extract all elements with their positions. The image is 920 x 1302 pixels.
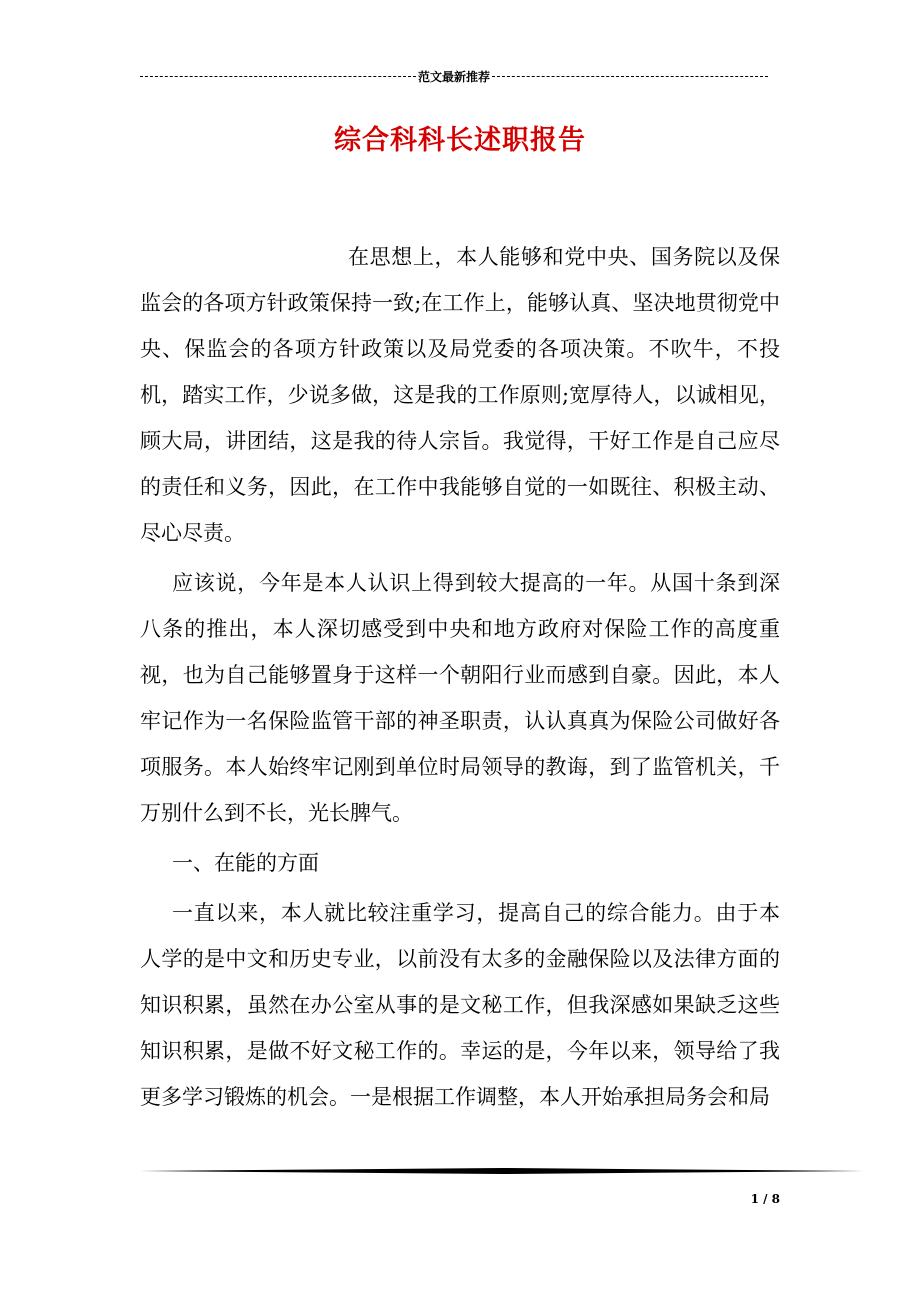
paragraph: 在思想上，本人能够和党中央、国务院以及保监会的各项方针政策保持一致;在工作上，能够认真、坚决地贯彻党中央、保监会的各项方针政策以及局党委的各项决策。不吹牛，不投机，踏实工作，少说多做，这是我的工作原则;宽厚待人，以诚相见，顾大局，讲团结，这是我的待人宗旨。我觉得，干好工作是自己应尽的责任和义务，因此，在工作中我能够自觉的一如既往、积极主动、尽心尽责。	[140, 245, 780, 545]
footer-divider	[140, 1167, 864, 1175]
page-header	[140, 66, 768, 86]
page-number: 1 / 8	[750, 1192, 780, 1206]
header-dash-left	[140, 76, 416, 77]
section-heading: 一、在能的方面	[172, 851, 319, 875]
document-title: 综合科科长述职报告	[334, 125, 586, 156]
header-label: 范文最新推荐	[418, 69, 491, 84]
paragraph: 一直以来，本人就比较注重学习，提高自己的综合能力。由于本人学的是中文和历史专业，以前没有太多的金融保险以及法律方面的知识积累，虽然在办公室从事的是文秘工作，但我深感如果缺乏这些知识积累，是做不好文秘工作的。幸运的是，今年以来，领导给了我更多学习锻炼的机会。一是根据工作调整，本人开始承担局务会和局	[140, 901, 780, 1109]
document-body	[140, 234, 780, 1124]
header-dash-right	[492, 76, 768, 77]
paragraph: 应该说，今年是本人认识上得到较大提高的一年。从国十条到深八条的推出，本人深切感受到中央和地方政府对保险工作的高度重视，也为自己能够置身于这样一个朝阳行业而感到自豪。因此，本人牢记作为一名保险监管干部的神圣职责，认认真真为保险公司做好各项服务。本人始终牢记刚到单位时局领导的教诲，到了监管机关，千万别什么到不长，光长脾气。	[140, 571, 780, 825]
